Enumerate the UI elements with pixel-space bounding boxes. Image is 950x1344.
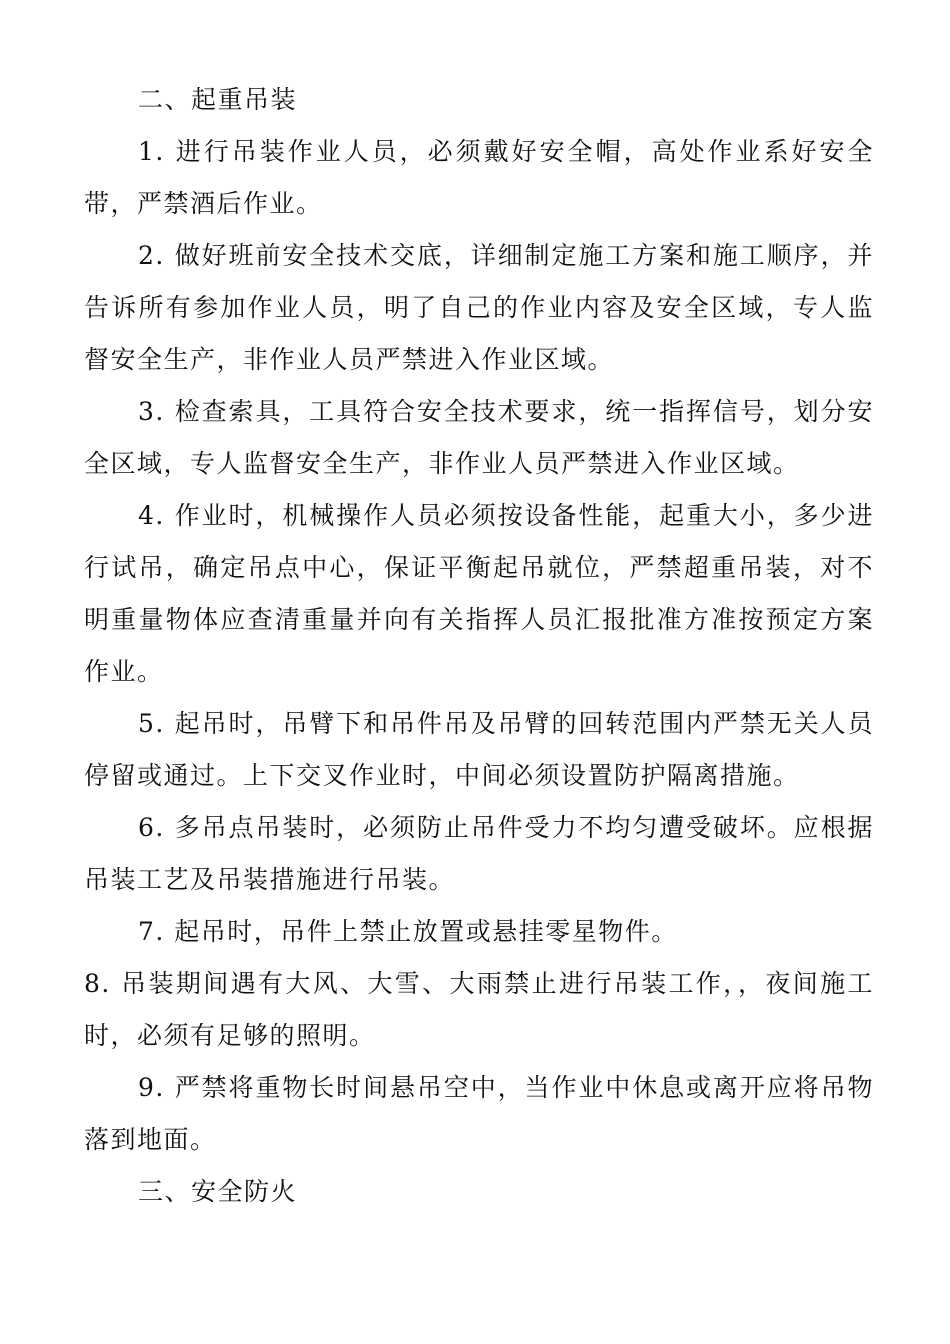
document-body	[84, 74, 874, 1218]
rule-item-3: 3. 检查索具，工具符合安全技术要求，统一指挥信号，划分安全区域，专人监督安全生产，非作业人员严禁进入作业区域。	[84, 397, 874, 478]
rule-item-9: 9. 严禁将重物长时间悬吊空中，当作业中休息或离开应将吊物落到地面。	[84, 1073, 874, 1154]
rule-item-1: 1. 进行吊装作业人员，必须戴好安全帽，高处作业系好安全带，严禁酒后作业。	[84, 137, 874, 218]
rule-item-5: 5. 起吊时，吊臂下和吊件吊及吊臂的回转范围内严禁无关人员停留或通过。上下交叉作业时，中间必须设置防护隔离措施。	[84, 709, 874, 790]
rule-item-7: 7. 起吊时，吊件上禁止放置或悬挂零星物件。	[138, 917, 678, 946]
rule-item-2: 2. 做好班前安全技术交底，详细制定施工方案和施工顺序，并告诉所有参加作业人员，明了自己的作业内容及安全区域，专人监督安全生产，非作业人员严禁进入作业区域。	[84, 241, 874, 374]
section-heading-lifting: 二、起重吊装	[138, 85, 298, 114]
rule-item-8: 8. 吊装期间遇有大风、大雪、大雨禁止进行吊装工作，，夜间施工时，必须有足够的照明。	[84, 969, 874, 1050]
section-heading-fire-safety: 三、安全防火	[138, 1177, 298, 1206]
rule-item-6: 6. 多吊点吊装时，必须防止吊件受力不均匀遭受破坏。应根据吊装工艺及吊装措施进行吊装。	[84, 813, 874, 894]
rule-item-4: 4. 作业时，机械操作人员必须按设备性能，起重大小，多少进行试吊，确定吊点中心，保证平衡起吊就位，严禁超重吊装，对不明重量物体应查清重量并向有关指挥人员汇报批准方准按预定方案作业。	[84, 501, 874, 686]
